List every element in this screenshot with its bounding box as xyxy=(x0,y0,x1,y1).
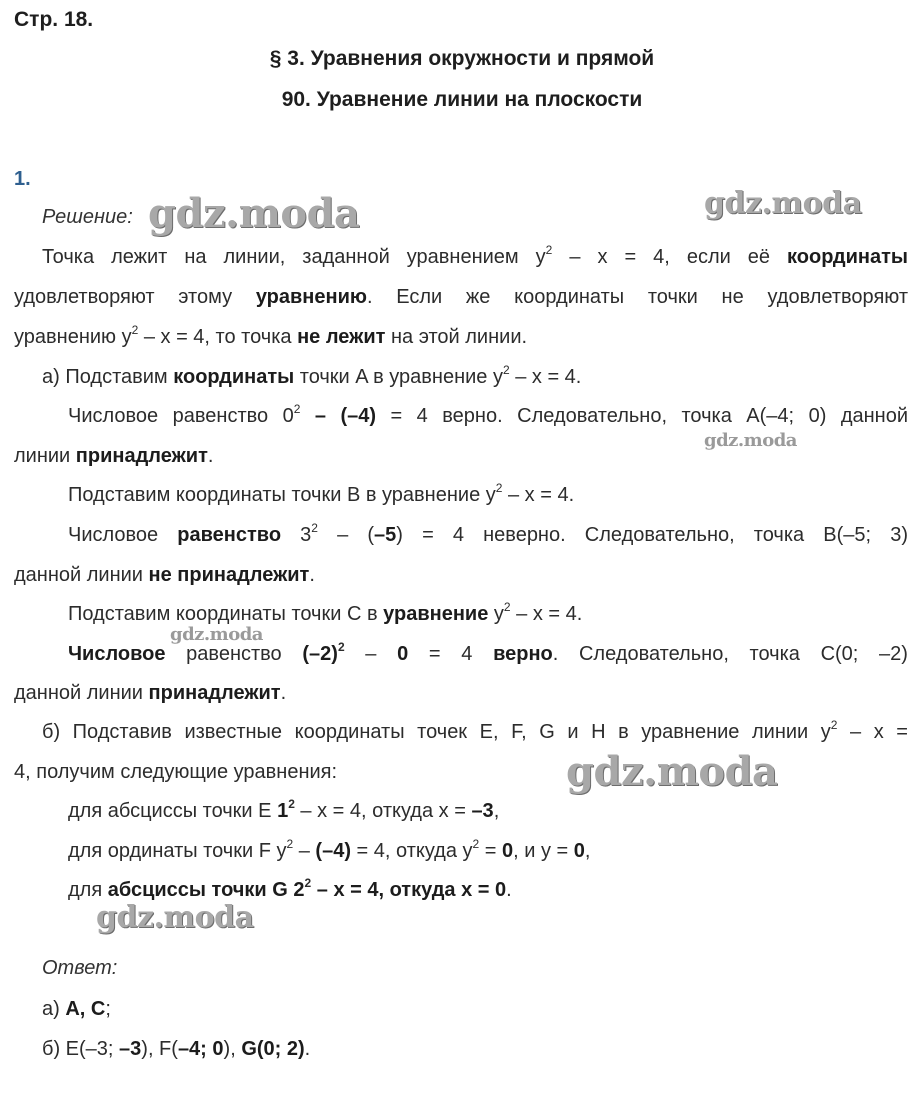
answer-b: б) E(–3; –3), F(–4; 0), G(0; 2). xyxy=(42,1038,311,1060)
part-b-eq-f: для ординаты точки F $y^2 - (-4) = 4$, откуда $y^2 = 0$, и y = 0, xyxy=(68,837,591,862)
watermark-logo: gdz.moda xyxy=(704,430,797,451)
part-b-eq-g: для абсциссы точки G $2^2 - x = 4$, откуда x = 0. xyxy=(68,876,512,901)
watermark-logo: gdz.moda xyxy=(96,900,254,935)
intro-line-1: Точка лежит на линии, заданной уравнением $y^2 - x = 4$, если её координаты xyxy=(42,243,908,268)
part-a-line-2: Числовое равенство $0^2 - (-4) = 4$ верно. Следовательно, точка A(–4; 0) данной xyxy=(68,402,908,427)
part-b-line-2: 4, получим следующие уравнения: xyxy=(14,761,338,783)
answer-a: а) A, C; xyxy=(42,998,111,1020)
intro-line-2: удовлетворяют этому уравнению. Если же координаты точки не удовлетворяют xyxy=(14,286,909,308)
part-a-line-6: данной линии не принадлежит. xyxy=(14,564,315,586)
part-a-line-1: а) Подставим координаты точки A в уравнение $y^2 - x = 4$. xyxy=(42,363,582,388)
intro-line-3: уравнению $y^2 - x = 4$, то точка не лежит на этой линии. xyxy=(14,323,528,348)
part-a-line-9: данной линии принадлежит. xyxy=(14,682,287,704)
part-b-eq-e: для абсциссы точки E $1^2 - x = 4$, откуда x = –3, xyxy=(68,797,500,822)
watermark-logo: gdz.moda xyxy=(148,190,360,237)
section-heading: § 3. Уравнения окружности и прямой xyxy=(269,47,655,70)
topic-heading: 90. Уравнение линии на плоскости xyxy=(281,88,643,111)
part-a-line-4: Подставим координаты точки B в уравнение $y^2 - x = 4$. xyxy=(68,481,575,506)
answer-label: Ответ: xyxy=(42,957,118,979)
part-b-line-1: б) Подставив известные координаты точек E, F, G и H в уравнение линии $y^2$ – x = xyxy=(42,718,908,743)
part-a-line-7: Подставим координаты точки C в уравнение $y^2 - x = 4$. xyxy=(68,600,583,625)
part-a-line-5: Числовое равенство $3^2 - (-5) = 4$ неверно. Следовательно, точка B(–5; 3) xyxy=(68,521,908,546)
watermark-logo: gdz.moda xyxy=(170,624,263,645)
solution-label: Решение: xyxy=(42,206,133,228)
page-reference: Стр. 18. xyxy=(14,8,94,31)
task-number: 1. xyxy=(14,168,31,190)
part-a-line-8: Числовое равенство $(-2)^2 - 0 = 4$ верно. Следовательно, точка C(0; –2) xyxy=(68,640,908,665)
part-a-line-3: линии принадлежит. xyxy=(14,445,214,467)
watermark-logo: gdz.moda xyxy=(704,186,862,221)
watermark-logo: gdz.moda xyxy=(566,748,778,795)
